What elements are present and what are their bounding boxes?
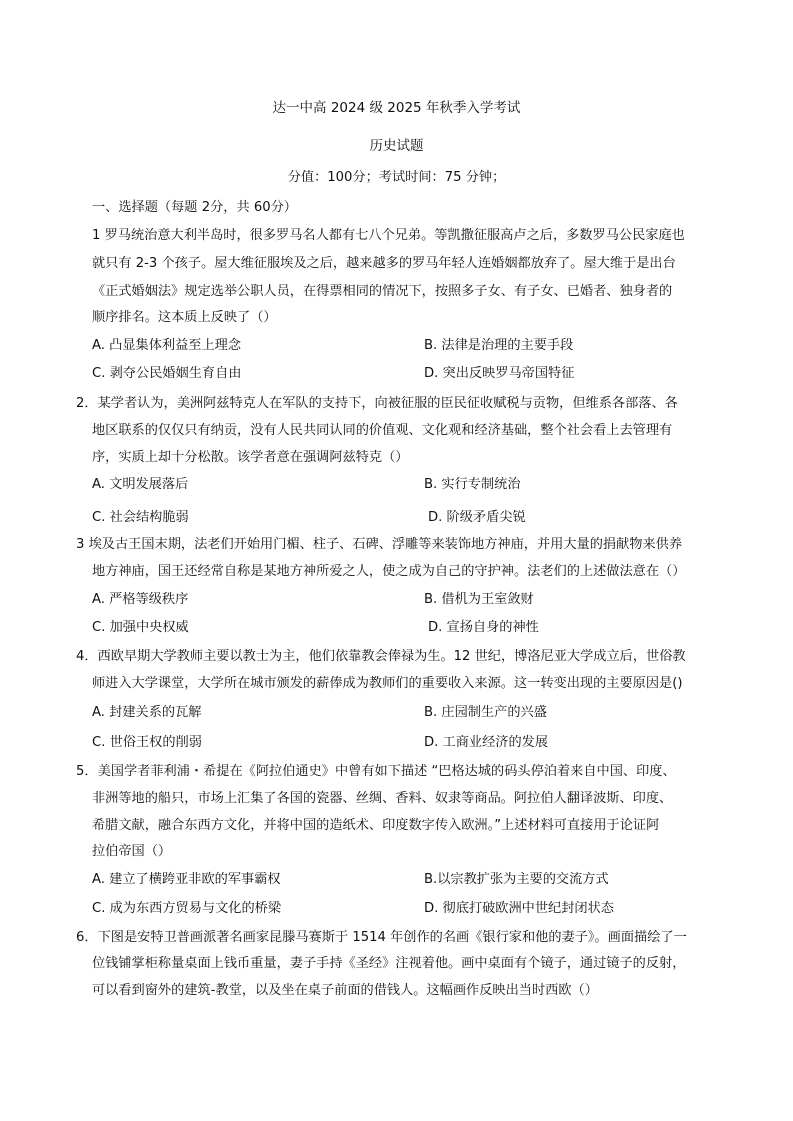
question-line: 位钱铺掌柜称量桌面上钱币重量，妻子手持《圣经》注视着他。画中桌面有个镜子，通过镜子的反射， bbox=[92, 956, 686, 971]
option-b: B. 法律是治理的主要手段 bbox=[424, 338, 574, 353]
option-b: B.以宗教扩张为主要的交流方式 bbox=[424, 872, 609, 887]
option-a: A. 封建关系的瓦解 bbox=[92, 705, 202, 720]
question-line: 希腊文献，融合东西方文化，并将中国的造纸术、印度数字传入欧洲。”上述材料可直接用于论证阿 bbox=[92, 818, 660, 833]
option-d: D. 彻底打破欧洲中世纪封闭状态 bbox=[424, 901, 614, 916]
option-b: B. 庄园制生产的兴盛 bbox=[424, 705, 547, 720]
question-line: 拉伯帝国（） bbox=[92, 844, 172, 859]
exam-title: 达一中高 2024 级 2025 年秋季入学考试 bbox=[272, 100, 521, 116]
option-d: D. 宣扬自身的神性 bbox=[428, 620, 539, 635]
option-d: D. 突出反映罗马帝国特征 bbox=[424, 366, 575, 381]
exam-meta: 分值：100分；考试时间：75 分钟； bbox=[287, 170, 506, 185]
question-line: 序，实质上却十分松散。该学者意在强调阿兹特克（） bbox=[92, 450, 409, 465]
question-line: 2．某学者认为，美洲阿兹特克人在军队的支持下，向被征服的臣民征收赋税与贡物，但维系各部落、各 bbox=[76, 396, 678, 411]
option-a: A. 严格等级秩序 bbox=[92, 592, 189, 607]
option-b: B. 借机为王室敛财 bbox=[424, 592, 534, 607]
option-c: C. 世俗王权的削弱 bbox=[92, 735, 202, 750]
option-d: D. 阶级矛盾尖锐 bbox=[428, 510, 526, 525]
question-line: 就只有 2-3 个孩子。屋大维征服埃及之后，越来越多的罗马年轻人连婚姻都放弃了。屋大维于是出台 bbox=[92, 256, 676, 271]
question-line: 可以看到窗外的建筑-教堂，以及坐在桌子前面的借钱人。这幅画作反映出当时西欧（） bbox=[92, 983, 598, 998]
question-line: 非洲等地的船只，市场上汇集了各国的瓷器、丝绸、香料、奴隶等商品。阿拉伯人翻译波斯、印度、 bbox=[92, 791, 673, 806]
option-b: B. 实行专制统治 bbox=[424, 477, 521, 492]
option-c: C. 社会结构脆弱 bbox=[92, 510, 189, 525]
question-line: 5．美国学者菲利浦・希提在《阿拉伯通史》中曾有如下描述 “巴格达城的码头停泊着来自中国、印度、 bbox=[76, 764, 676, 779]
option-d: D. 工商业经济的发展 bbox=[424, 735, 549, 750]
question-line: 顺序排名。这本质上反映了（） bbox=[92, 310, 277, 325]
question-line: 3 埃及古王国末期，法老们开始用门楣、柱子、石碑、浮雕等来装饰地方神庙，并用大量的捐献物来供养 bbox=[76, 537, 683, 552]
option-a: A. 凸显集体利益至上理念 bbox=[92, 338, 242, 353]
question-line: 6．下图是安特卫普画派著名画家昆滕马赛斯于 1514 年创作的名画《银行家和他的妻子》。画面描绘了一 bbox=[76, 930, 687, 945]
question-line: 地区联系的仅仅只有纳贡，没有人民共同认同的价值观、文化观和经济基础，整个社会看上去管理有 bbox=[92, 423, 673, 438]
question-line: 1 罗马统治意大利半岛时，很多罗马名人都有七八个兄弟。等凯撒征服高卢之后，多数罗马公民家庭也 bbox=[92, 228, 685, 243]
option-c: C. 剥夺公民婚姻生育自由 bbox=[92, 366, 242, 381]
question-line: 《正式婚姻法》规定选举公职人员，在得票相同的情况下，按照多子女、有子女、已婚者、独身者的 bbox=[92, 284, 673, 299]
option-c: C. 加强中央权威 bbox=[92, 620, 189, 635]
section-heading: 一、选择题（每题 2分，共 60分） bbox=[92, 200, 297, 215]
question-line: 4．西欧早期大学教师主要以教士为主，他们依靠教会俸禄为生。12 世纪，博洛尼亚大学成立后，世俗教 bbox=[76, 649, 686, 664]
exam-subtitle: 历史试题 bbox=[369, 138, 424, 154]
question-line: 师进入大学课堂，大学所在城市颁发的薪俸成为教师们的重要收入来源。这一转变出现的主要原因是() bbox=[92, 676, 683, 691]
option-a: A. 文明发展落后 bbox=[92, 477, 189, 492]
option-c: C. 成为东西方贸易与文化的桥梁 bbox=[92, 901, 282, 916]
option-a: A. 建立了横跨亚非欧的军事霸权 bbox=[92, 872, 281, 887]
question-line: 地方神庙，国王还经常自称是某地方神所爱之人，使之成为自己的守护神。法老们的上述做法意在（） bbox=[92, 564, 686, 579]
